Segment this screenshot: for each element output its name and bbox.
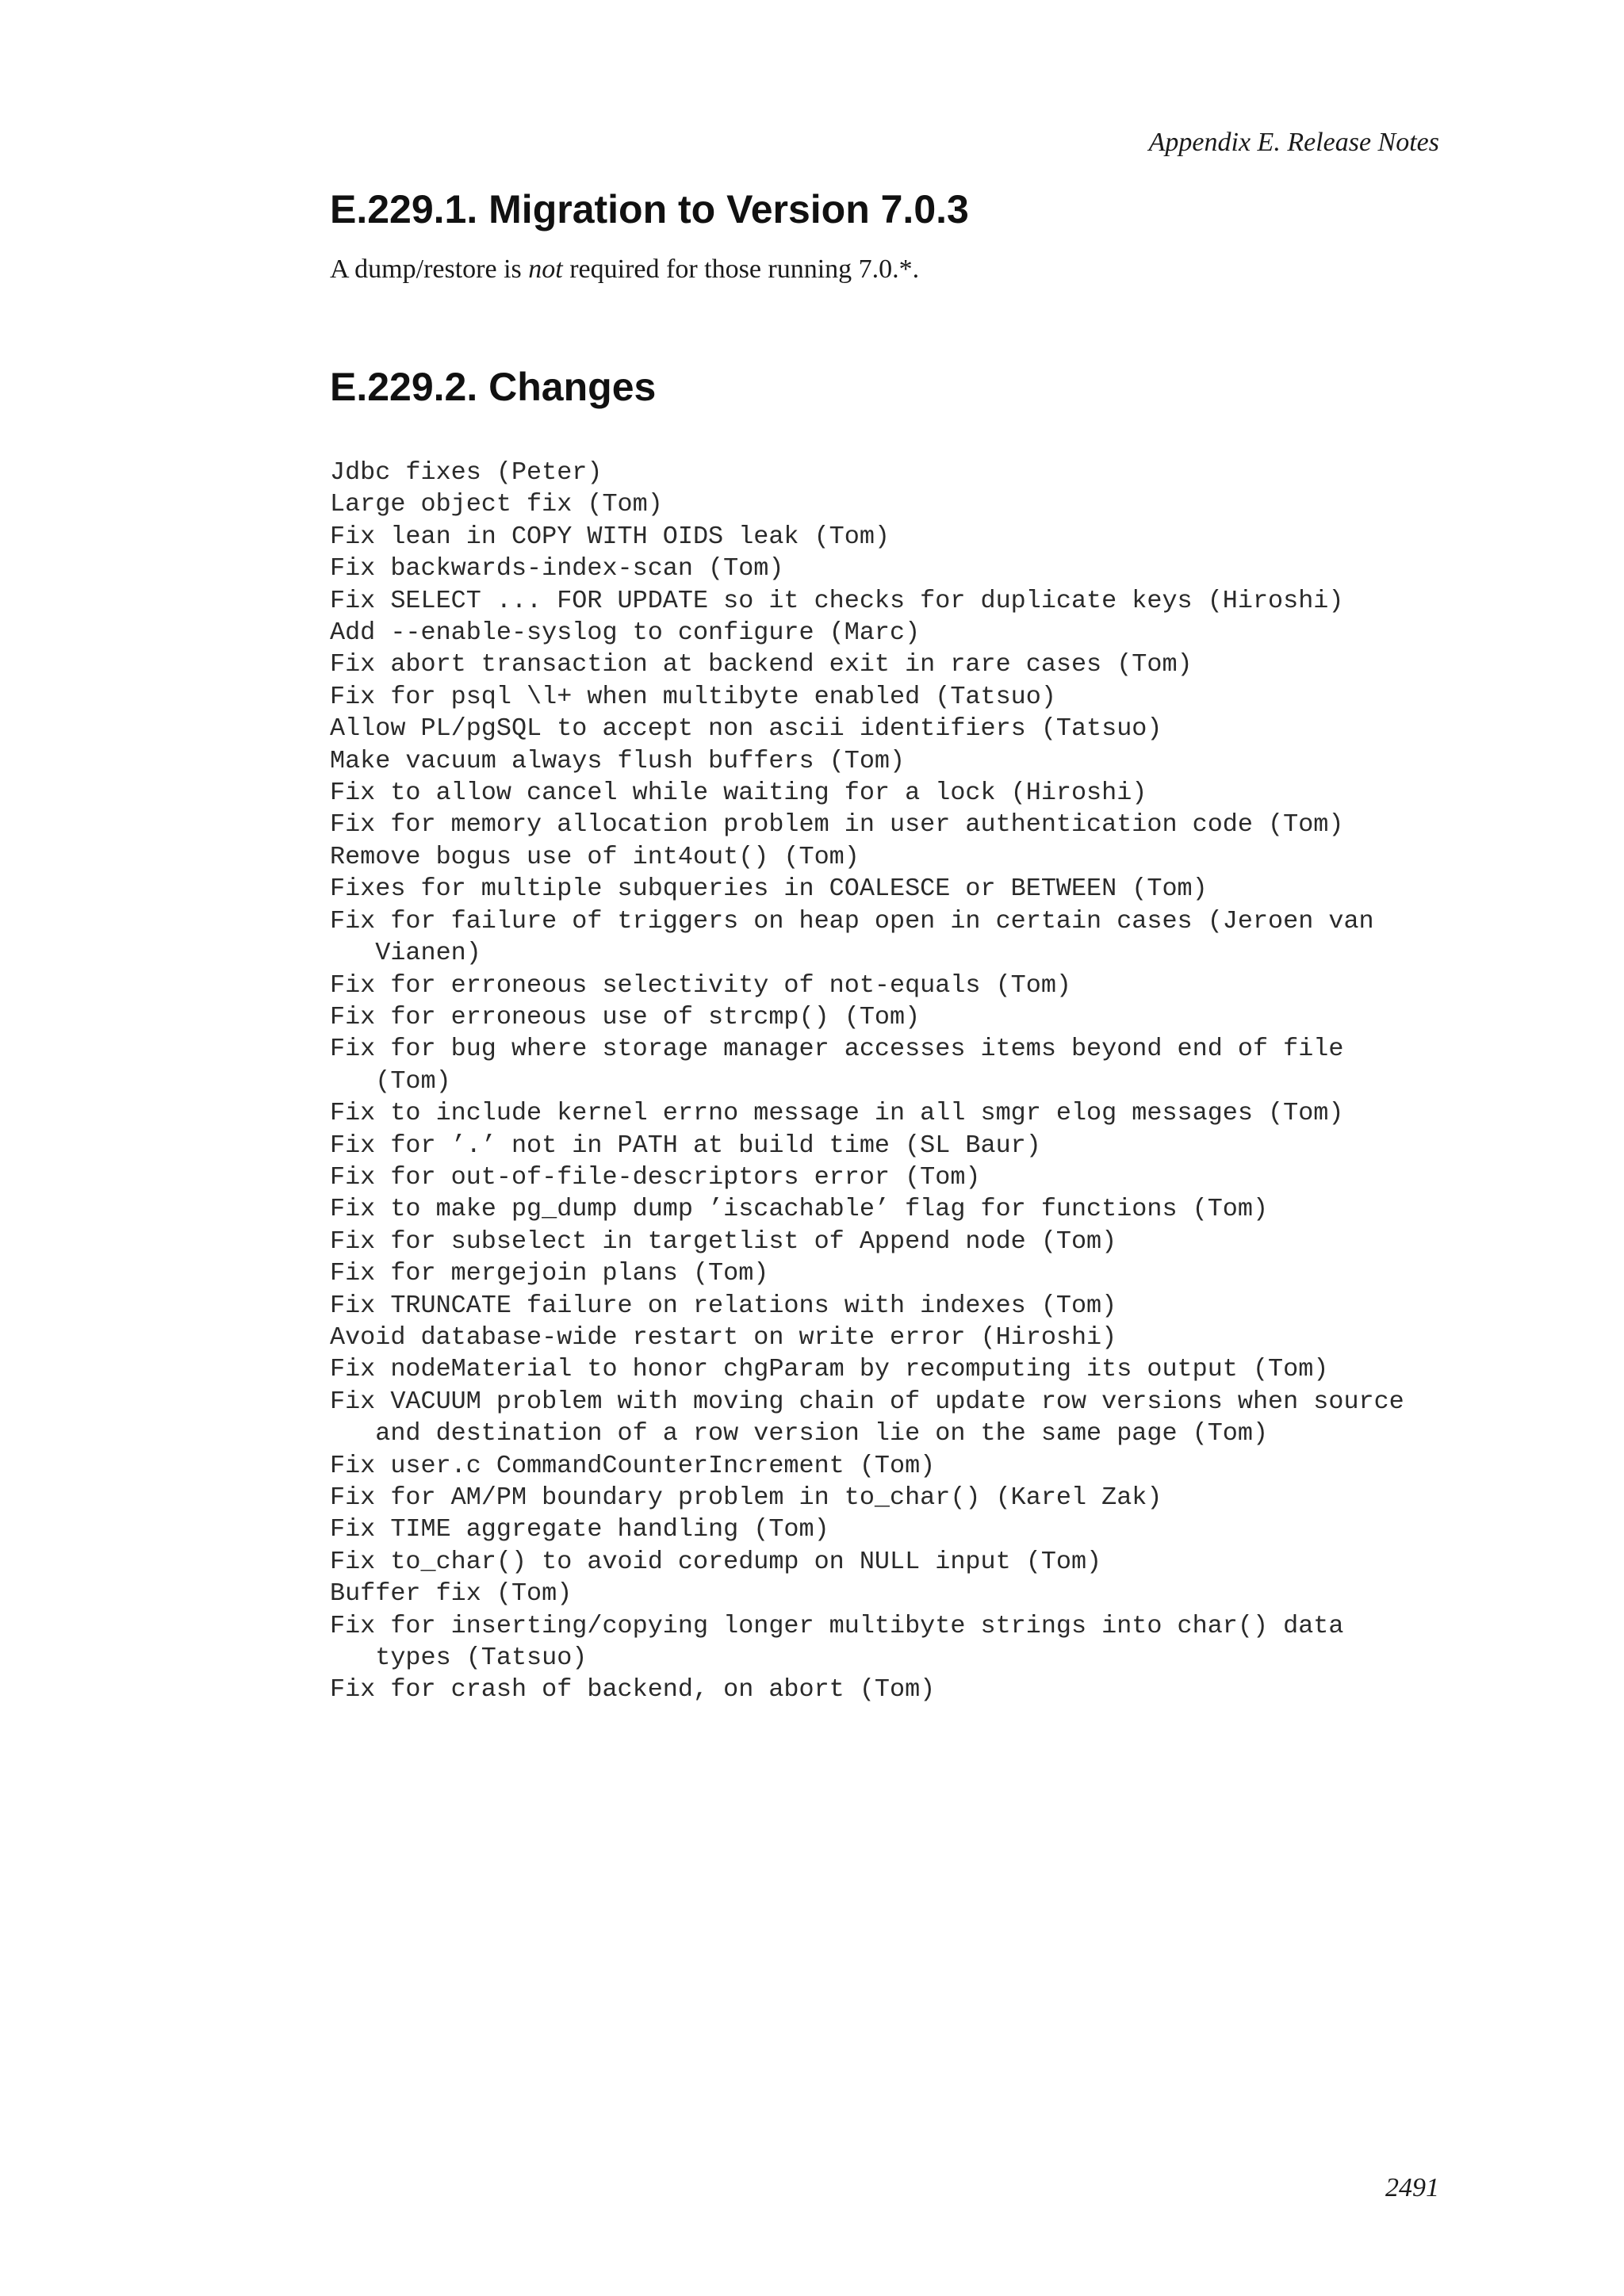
change-line: Jdbc fixes (Peter) <box>330 458 603 487</box>
migration-paragraph <box>330 252 919 287</box>
change-line: Fix for inserting/copying longer multibyte strings into char() data <box>330 1611 1344 1640</box>
change-line: Fix SELECT ... FOR UPDATE so it checks for duplicate keys (Hiroshi) <box>330 586 1344 615</box>
change-line: Make vacuum always flush buffers (Tom) <box>330 746 906 775</box>
change-line: Fixes for multiple subqueries in COALESCE or BETWEEN (Tom) <box>330 874 1208 904</box>
change-line: Allow PL/pgSQL to accept non ascii identifiers (Tatsuo) <box>330 714 1162 744</box>
running-header: Appendix E. Release Notes <box>1148 128 1439 157</box>
change-line: Fix for AM/PM boundary problem in to_char() (Karel Zak) <box>330 1483 1162 1512</box>
change-line: Fix user.c CommandCounterIncrement (Tom) <box>330 1451 936 1480</box>
migration-text-after: required for those running 7.0.*. <box>562 254 920 284</box>
migration-text-before: A dump/restore is <box>330 254 529 284</box>
change-line: Fix for out-of-file-descriptors error (Tom) <box>330 1162 981 1192</box>
change-line: Fix to allow cancel while waiting for a lock (Hiroshi) <box>330 779 1147 808</box>
section-title-changes: E.229.2. Changes <box>330 365 657 409</box>
change-line: Buffer fix (Tom) <box>330 1579 573 1609</box>
change-line: Fix for ’.’ not in PATH at build time (SL Baur) <box>330 1131 1041 1160</box>
change-line: Fix abort transaction at backend exit in rare cases (Tom) <box>330 650 1193 679</box>
change-line: Fix lean in COPY WITH OIDS leak (Tom) <box>330 522 891 551</box>
change-line: Fix for psql \l+ when multibyte enabled (Tatsuo) <box>330 682 1056 711</box>
change-line: Fix to make pg_dump dump ’iscachable’ flag for functions (Tom) <box>330 1195 1269 1224</box>
change-line: Fix for mergejoin plans (Tom) <box>330 1259 769 1288</box>
change-line: (Tom) <box>330 1066 451 1096</box>
change-line: Fix for memory allocation problem in user authentication code (Tom) <box>330 810 1344 840</box>
changes-list <box>330 457 1404 1706</box>
change-line: Large object fix (Tom) <box>330 490 663 519</box>
change-line: Fix for erroneous selectivity of not-equals (Tom) <box>330 970 1071 1000</box>
change-line: Avoid database-wide restart on write error (Hiroshi) <box>330 1322 1117 1352</box>
change-line: Fix for crash of backend, on abort (Tom) <box>330 1675 936 1705</box>
change-line: Fix for subselect in targetlist of Append node (Tom) <box>330 1226 1117 1256</box>
change-line: Fix for erroneous use of strcmp() (Tom) <box>330 1002 921 1031</box>
change-line: Fix nodeMaterial to honor chgParam by recomputing its output (Tom) <box>330 1355 1329 1384</box>
change-line: Fix backwards-index-scan (Tom) <box>330 554 784 584</box>
change-line: Fix for bug where storage manager accesses items beyond end of file <box>330 1035 1344 1064</box>
change-line: and destination of a row version lie on the same page (Tom) <box>330 1419 1269 1448</box>
change-line: Vianen) <box>330 939 481 968</box>
change-line: Fix TRUNCATE failure on relations with indexes (Tom) <box>330 1291 1117 1320</box>
section-title-migration: E.229.1. Migration to Version 7.0.3 <box>330 187 969 232</box>
change-line: Fix to include kernel errno message in all smgr elog messages (Tom) <box>330 1099 1344 1128</box>
change-line: Fix VACUUM problem with moving chain of update row versions when source <box>330 1387 1404 1416</box>
migration-text-emphasis: not <box>528 254 563 284</box>
change-line: Fix to_char() to avoid coredump on NULL input (Tom) <box>330 1547 1102 1576</box>
change-line: types (Tatsuo) <box>330 1644 588 1673</box>
change-line: Add --enable-syslog to configure (Marc) <box>330 618 921 648</box>
change-line: Fix TIME aggregate handling (Tom) <box>330 1515 829 1544</box>
change-line: Fix for failure of triggers on heap open in certain cases (Jeroen van <box>330 906 1374 936</box>
page-number: 2491 <box>1385 2173 1439 2202</box>
change-line: Remove bogus use of int4out() (Tom) <box>330 842 860 871</box>
